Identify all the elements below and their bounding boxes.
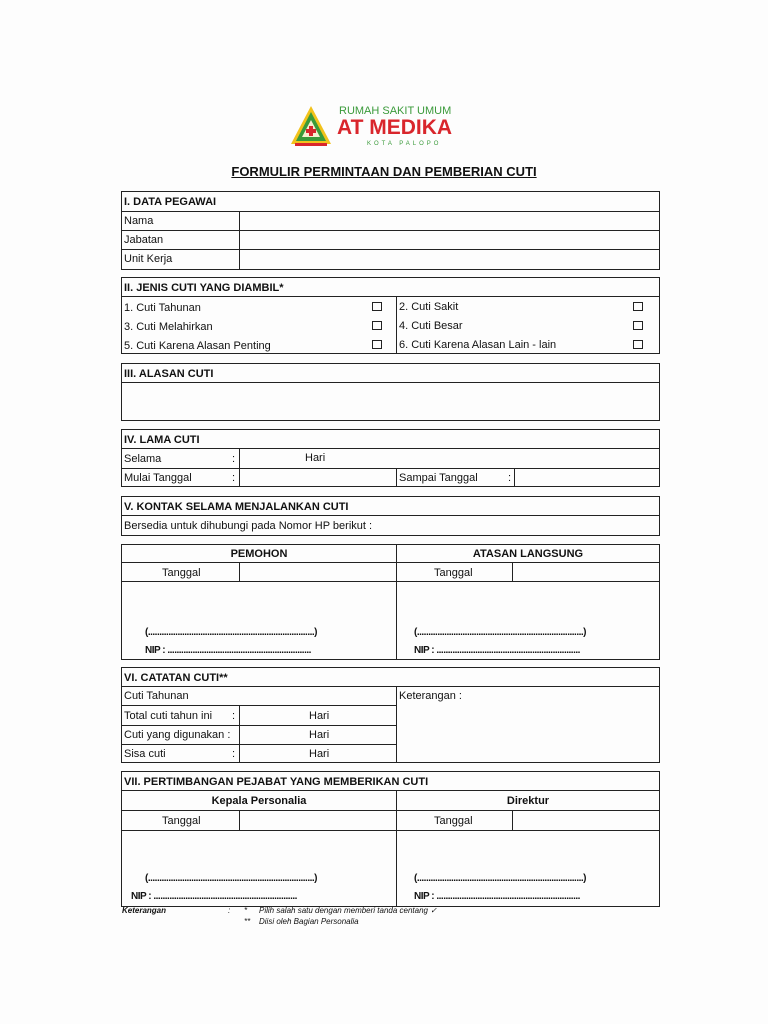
personalia-tanggal-field[interactable]: [240, 811, 395, 829]
total-cuti-field[interactable]: [240, 706, 300, 724]
alasan-cuti-field[interactable]: [123, 383, 658, 419]
option-cuti-sakit: 2. Cuti Sakit: [399, 301, 459, 313]
colon-mulai: :: [232, 472, 236, 484]
pemohon-tanggal-label: Tanggal: [162, 567, 201, 579]
label-nama: Nama: [124, 215, 154, 227]
atasan-tanggal-label: Tanggal: [434, 567, 473, 579]
colon-selama: :: [232, 453, 236, 465]
label-kontak-hp: Bersedia untuk dihubungi pada Nomor HP berikut :: [124, 520, 373, 532]
section-7-heading: VII. PERTIMBANGAN PEJABAT YANG MEMBERIKAN CUTI: [124, 776, 429, 788]
jabatan-field[interactable]: [240, 231, 659, 248]
colon-total: :: [232, 710, 236, 722]
sisa-hari-unit: Hari: [309, 748, 330, 760]
total-hari-unit: Hari: [309, 710, 330, 722]
unit-kerja-field[interactable]: [240, 250, 659, 269]
label-unit-kerja: Unit Kerja: [124, 253, 173, 265]
section-jenis-cuti: [121, 277, 660, 354]
colon-sisa: :: [232, 748, 236, 760]
mulai-tanggal-field[interactable]: [240, 469, 395, 486]
label-jabatan: Jabatan: [124, 234, 164, 246]
sampai-tanggal-field[interactable]: [515, 469, 659, 486]
form-title: FORMULIR PERMINTAAN DAN PEMBERIAN CUTI: [231, 164, 537, 179]
option-cuti-melahirkan: 3. Cuti Melahirkan: [124, 321, 213, 333]
label-sampai-tanggal: Sampai Tanggal: [399, 472, 478, 484]
personalia-name-line: (.........................................................................): [145, 873, 317, 884]
section-1-heading: I. DATA PEGAWAI: [124, 196, 217, 208]
label-keterangan: Keterangan :: [399, 690, 462, 702]
nama-field[interactable]: [240, 212, 659, 229]
atasan-name-line: (.........................................................................): [414, 627, 586, 638]
option-cuti-alasan-penting: 5. Cuti Karena Alasan Penting: [124, 340, 271, 352]
label-total-cuti: Total cuti tahun ini: [124, 710, 213, 722]
option-cuti-tahunan: 1. Cuti Tahunan: [124, 302, 201, 314]
option-cuti-alasan-lain: 6. Cuti Karena Alasan Lain - lain: [399, 339, 557, 351]
direktur-heading: Direktur: [506, 795, 550, 807]
footer-note2: Diisi oleh Bagian Personalia: [259, 917, 359, 926]
logo-triangle-icon: [289, 104, 333, 148]
kepala-personalia-heading: Kepala Personalia: [211, 795, 307, 807]
nomor-hp-field[interactable]: [397, 516, 659, 535]
hospital-logo: [289, 104, 459, 150]
footer-note2-mark: **: [244, 917, 251, 926]
section-alasan-cuti: [121, 363, 660, 421]
section-2-heading: II. JENIS CUTI YANG DIAMBIL*: [124, 282, 284, 294]
section-4-heading: IV. LAMA CUTI: [124, 434, 200, 446]
footer-note1: Pilih salah satu dengan memberi tanda centang ✓: [259, 906, 437, 915]
direktur-tanggal-label: Tanggal: [434, 815, 473, 827]
label-cuti-digunakan: Cuti yang digunakan :: [124, 729, 231, 741]
logo-line1: RUMAH SAKIT UMUM: [339, 105, 452, 117]
label-selama: Selama: [124, 453, 162, 465]
sisa-cuti-field[interactable]: [240, 745, 300, 762]
direktur-nip-line: NIP : ...............................................................: [414, 891, 580, 902]
option-cuti-besar: 4. Cuti Besar: [399, 320, 463, 332]
colon-sampai: :: [508, 472, 512, 484]
atasan-nip-line: NIP : ...............................................................: [414, 645, 580, 656]
pemohon-name-line: (.........................................................................): [145, 627, 317, 638]
section-5-heading: V. KONTAK SELAMA MENJALANKAN CUTI: [124, 501, 349, 513]
logo-line3: KOTA PALOPO: [367, 141, 442, 147]
section-3-heading: III. ALASAN CUTI: [124, 368, 214, 380]
digunakan-hari-unit: Hari: [309, 729, 330, 741]
section-pertimbangan: [121, 771, 660, 907]
checkbox-cuti-sakit[interactable]: [633, 302, 643, 311]
personalia-nip-line: NIP : ...............................................................: [131, 891, 297, 902]
label-sisa-cuti: Sisa cuti: [124, 748, 166, 760]
checkbox-cuti-melahirkan[interactable]: [372, 321, 382, 330]
pemohon-tanggal-field[interactable]: [240, 563, 395, 580]
pemohon-nip-line: NIP : ...............................................................: [145, 645, 311, 656]
section-6-heading: VI. CATATAN CUTI**: [124, 672, 228, 684]
signature-block-pemohon: [121, 544, 660, 660]
section-catatan-cuti: [121, 667, 660, 763]
label-mulai-tanggal: Mulai Tanggal: [124, 472, 192, 484]
label-cuti-tahunan: Cuti Tahunan: [124, 690, 189, 702]
checkbox-cuti-alasan-lain[interactable]: [633, 340, 643, 349]
footer-note1-mark: *: [244, 906, 248, 915]
logo-line2: AT MEDIKA: [337, 116, 453, 139]
keterangan-field[interactable]: [397, 705, 659, 762]
cuti-digunakan-field[interactable]: [240, 726, 300, 743]
section-lama-cuti: [121, 429, 660, 487]
checkbox-cuti-alasan-penting[interactable]: [372, 340, 382, 349]
checkbox-cuti-besar[interactable]: [633, 321, 643, 330]
atasan-tanggal-field[interactable]: [513, 563, 659, 580]
atasan-heading: ATASAN LANGSUNG: [472, 548, 584, 560]
direktur-tanggal-field[interactable]: [513, 811, 659, 829]
selama-field[interactable]: [240, 449, 300, 467]
footer-colon: :: [228, 906, 231, 915]
pemohon-heading: PEMOHON: [230, 548, 288, 560]
personalia-tanggal-label: Tanggal: [162, 815, 201, 827]
checkbox-cuti-tahunan[interactable]: [372, 302, 382, 311]
selama-hari-unit: Hari: [305, 452, 326, 464]
section-kontak: [121, 496, 660, 536]
direktur-name-line: (.........................................................................): [414, 873, 586, 884]
section-data-pegawai: [121, 191, 660, 270]
footer-label: Keterangan: [122, 906, 167, 915]
